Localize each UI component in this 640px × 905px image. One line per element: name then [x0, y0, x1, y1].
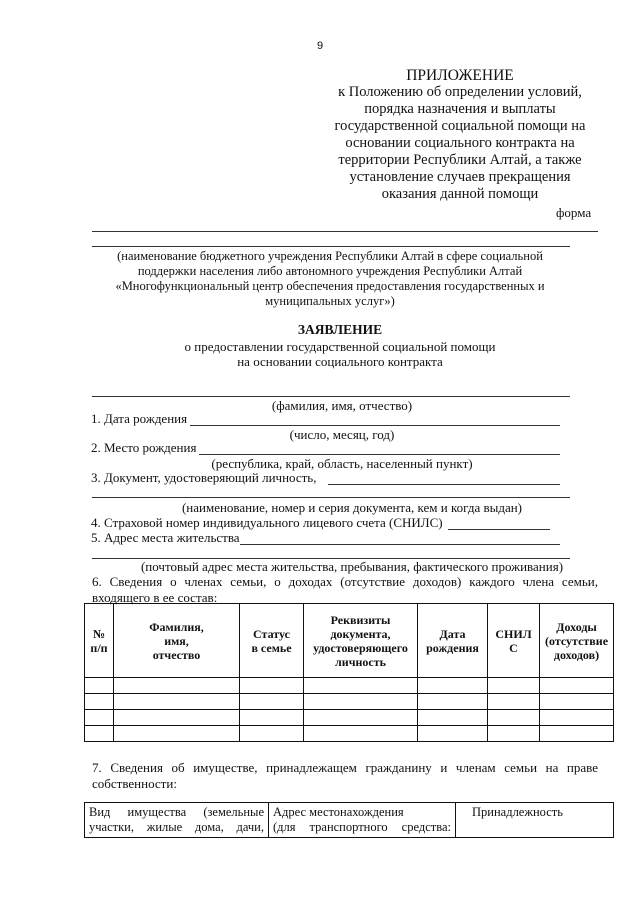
- cell[interactable]: [488, 694, 540, 710]
- appendix-line: к Положению об определении условий,: [338, 84, 582, 100]
- cell[interactable]: [114, 678, 240, 694]
- fio-caption: (фамилия, имя, отчество): [271, 398, 413, 413]
- header-ownership: Принадлежность: [456, 803, 614, 838]
- caption-line: поддержки населения либо автономного учреждения Республики Алтай: [137, 264, 523, 278]
- cell[interactable]: [114, 694, 240, 710]
- birth-date-caption: (число, месяц, год): [289, 427, 395, 442]
- cell[interactable]: [540, 694, 614, 710]
- cell[interactable]: [240, 710, 304, 726]
- family-table: [84, 603, 614, 742]
- caption-line: (наименование бюджетного учреждения Республики Алтай в сфере социальной: [117, 249, 543, 263]
- cell[interactable]: [304, 694, 418, 710]
- fio-line[interactable]: [92, 396, 570, 397]
- appendix-header: [320, 67, 600, 203]
- cell[interactable]: [85, 694, 114, 710]
- birth-date-label: 1. Дата рождения: [91, 411, 188, 426]
- section-7-text: 7. Сведения об имуществе, принадлежащем гражданину и членам семьи на праве собственности:: [92, 760, 598, 791]
- appendix-line: оказания данной помощи: [381, 186, 539, 202]
- header-id-document: Реквизиты документа, удостоверяющего личность: [304, 604, 418, 678]
- header-snils: СНИЛ С: [488, 604, 540, 678]
- cell[interactable]: [85, 710, 114, 726]
- section-6-text: 6. Сведения о членах семьи, о доходах (отсутствие доходов) каждого члена семьи, входящего в ее состав:: [92, 574, 598, 605]
- snils-input[interactable]: [448, 529, 550, 530]
- table-row[interactable]: [85, 710, 614, 726]
- cell[interactable]: [304, 710, 418, 726]
- cell[interactable]: [304, 678, 418, 694]
- cell[interactable]: [418, 710, 488, 726]
- institution-caption: [80, 249, 580, 309]
- cell[interactable]: [418, 694, 488, 710]
- cell[interactable]: [85, 678, 114, 694]
- cell[interactable]: [540, 726, 614, 742]
- address-label: 5. Адрес места жительства: [91, 530, 240, 545]
- cell[interactable]: [114, 726, 240, 742]
- birth-date-input[interactable]: [190, 425, 560, 426]
- id-document-caption: (наименование, номер и серия документа, кем и когда выдан): [181, 500, 523, 515]
- header-property-type: Вид имущества (земельные участки, жилые дома, дачи,: [85, 803, 269, 838]
- property-table: [84, 802, 614, 838]
- header-family-status: Статус в семье: [240, 604, 304, 678]
- cell[interactable]: [540, 710, 614, 726]
- id-document-input-2[interactable]: [92, 497, 570, 498]
- table-row[interactable]: [85, 694, 614, 710]
- institution-line-1[interactable]: [92, 231, 598, 232]
- form-label: форма: [556, 205, 592, 220]
- address-caption: (почтовый адрес места жительства, пребывания, фактического проживания): [140, 559, 564, 574]
- address-input[interactable]: [240, 544, 560, 545]
- cell[interactable]: [418, 726, 488, 742]
- appendix-line: государственной социальной помощи на: [334, 118, 586, 134]
- birth-place-label: 2. Место рождения: [91, 440, 197, 455]
- header-number: № п/п: [85, 604, 114, 678]
- cell[interactable]: [85, 726, 114, 742]
- appendix-line: территории Республики Алтай, а также: [338, 152, 582, 168]
- header-income: Доходы (отсутствие доходов): [540, 604, 614, 678]
- cell[interactable]: [304, 726, 418, 742]
- cell[interactable]: [114, 710, 240, 726]
- header-birth-date: Дата рождения: [418, 604, 488, 678]
- property-table-header: [85, 803, 614, 838]
- page-number: 9: [316, 40, 324, 52]
- caption-line: «Многофункциональный центр обеспечения предоставления государственных и: [115, 279, 545, 293]
- cell[interactable]: [418, 678, 488, 694]
- cell[interactable]: [540, 678, 614, 694]
- header-full-name: Фамилия, имя, отчество: [114, 604, 240, 678]
- cell[interactable]: [240, 678, 304, 694]
- table-row[interactable]: [85, 726, 614, 742]
- appendix-title: ПРИЛОЖЕНИЕ: [406, 67, 514, 84]
- appendix-line: основании социального контракта на: [345, 135, 575, 151]
- cell[interactable]: [240, 694, 304, 710]
- statement-title: ЗАЯВЛЕНИЕ: [297, 322, 383, 337]
- statement-subtitle-1: о предоставлении государственной социальной помощи: [184, 339, 496, 354]
- cell[interactable]: [488, 678, 540, 694]
- cell[interactable]: [488, 726, 540, 742]
- institution-line-2[interactable]: [92, 246, 570, 247]
- snils-label: 4. Страховой номер индивидуального лицевого счета (СНИЛС): [91, 515, 443, 530]
- cell[interactable]: [240, 726, 304, 742]
- id-document-label: 3. Документ, удостоверяющий личность,: [91, 470, 317, 485]
- family-table-header: [85, 604, 614, 678]
- statement-subtitle-2: на основании социального контракта: [237, 354, 443, 369]
- table-row[interactable]: [85, 678, 614, 694]
- caption-line: муниципальных услуг»): [265, 294, 395, 308]
- appendix-line: установление случаев прекращения: [349, 169, 571, 185]
- birth-place-caption: (республика, край, область, населенный пункт): [211, 456, 473, 471]
- id-document-input[interactable]: [328, 484, 560, 485]
- header-property-address: Адрес местонахождения (для транспортного средства:: [269, 803, 456, 838]
- appendix-line: порядка назначения и выплаты: [364, 101, 556, 117]
- birth-place-input[interactable]: [199, 454, 560, 455]
- cell[interactable]: [488, 710, 540, 726]
